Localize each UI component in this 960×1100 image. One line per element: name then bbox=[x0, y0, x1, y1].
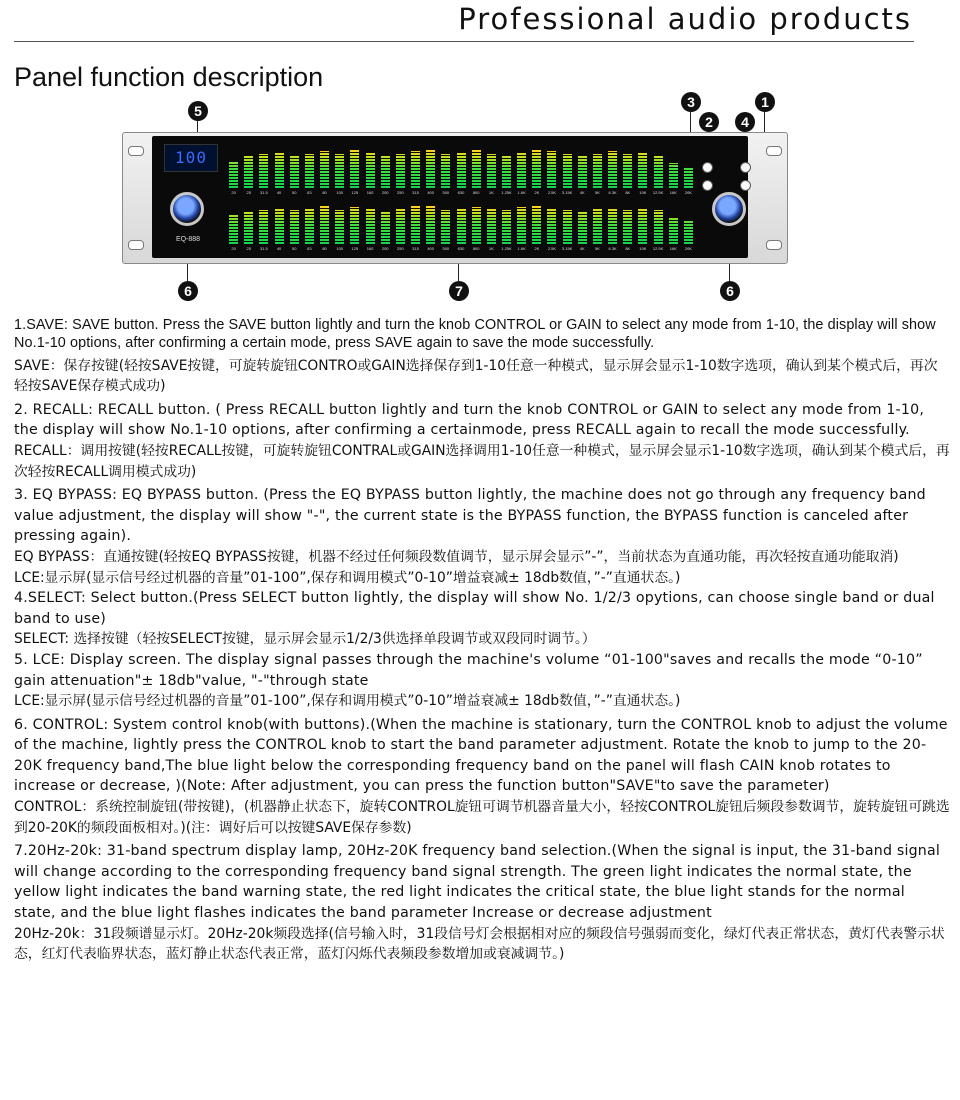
frequency-label: 1.6K bbox=[517, 190, 526, 195]
spectrum-bar bbox=[259, 210, 268, 244]
spectrum-bar bbox=[290, 210, 299, 244]
spectrum-bar bbox=[502, 155, 511, 188]
spectrum-bank-bottom bbox=[226, 202, 696, 244]
spectrum-bar bbox=[532, 206, 541, 244]
spectrum-bar bbox=[532, 150, 541, 188]
spectrum-bar bbox=[244, 211, 253, 244]
spectrum-bar bbox=[305, 154, 314, 188]
section-title: Panel function description bbox=[14, 62, 324, 92]
spectrum-bar bbox=[244, 156, 253, 188]
spectrum-bar bbox=[275, 208, 284, 244]
frequency-label: 250 bbox=[397, 190, 404, 195]
spectrum-bar bbox=[502, 210, 511, 244]
spectrum-bar bbox=[381, 156, 390, 188]
save-description-cn: SAVE：保存按键(轻按SAVE按键，可旋转旋钮CONTRO或GAIN选择保存到1-10任意一种模式，显示屏会显示1-10数字选项，确认到某个模式后，再次轻按SAVE保存模式成功) bbox=[14, 357, 938, 395]
header-divider bbox=[14, 41, 914, 42]
frequency-label: 315 bbox=[412, 246, 419, 251]
frequency-label: 1K bbox=[488, 246, 494, 251]
frequency-label: 400 bbox=[427, 246, 435, 251]
frequency-label: 25 bbox=[246, 190, 251, 195]
frequency-label: 160 bbox=[366, 190, 374, 195]
frequency-label: 800 bbox=[472, 246, 480, 251]
bypass-description-cn: EQ BYPASS：直通按键(轻按EQ BYPASS按键，机器不经过任何频段数值调节，显示屏会显示”-”，当前状态为直通功能，再次轻按直通功能取消) bbox=[14, 548, 899, 565]
callout-2: 2 bbox=[699, 112, 719, 132]
spectrum-bar bbox=[441, 154, 450, 188]
spectrum-bar bbox=[320, 151, 329, 188]
spectrum-bar bbox=[654, 155, 663, 188]
frequency-label: 20 bbox=[231, 190, 236, 195]
spectrum-bar bbox=[290, 155, 299, 188]
rack-hole bbox=[766, 240, 782, 250]
function-descriptions bbox=[14, 317, 950, 968]
callout-4: 4 bbox=[735, 112, 755, 132]
eq-bypass-button[interactable] bbox=[702, 162, 713, 173]
frequency-label: 6.3K bbox=[608, 246, 617, 251]
recall-description-cn: RECALL：调用按键(轻按RECALL按键，可旋转旋钮CONTRAL或GAIN选择调用1-10任意一种模式，显示屏会显示1-10数字选项，确认到某个模式后，再次轻按RECALL调用模式成功) bbox=[14, 442, 950, 480]
control-knob-left[interactable] bbox=[170, 192, 204, 226]
frequency-label: 31.5 bbox=[259, 246, 268, 251]
spectrum-bar bbox=[381, 211, 390, 244]
spectrum-bar bbox=[547, 208, 556, 244]
spectrum-bar bbox=[547, 151, 556, 188]
spectrum-bar bbox=[366, 152, 375, 188]
frequency-label: 40 bbox=[276, 246, 282, 251]
frequency-labels-top bbox=[226, 190, 696, 198]
spectrum-bar bbox=[335, 154, 344, 188]
spectrum-bar bbox=[366, 208, 375, 244]
spectrum-bar bbox=[623, 154, 632, 188]
frequency-label: 10K bbox=[639, 190, 647, 195]
spectrum-bar bbox=[608, 151, 617, 188]
spectrum-bar bbox=[350, 150, 359, 188]
frequency-label: 4K bbox=[579, 190, 585, 195]
frequency-label: 50 bbox=[291, 190, 297, 195]
spectrum-bar bbox=[350, 207, 359, 244]
lce-description-en: 5. LCE: Display screen. The display signal passes through the machine's volume “01-100"saves and recalls the mode “0-10” gain attenuation"± 18db"value, "-"through state bbox=[14, 651, 923, 689]
frequency-label: 40 bbox=[276, 190, 282, 195]
frequency-labels-bottom bbox=[226, 246, 696, 254]
callout-1: 1 bbox=[755, 92, 775, 112]
spectrum-bar bbox=[411, 151, 420, 188]
lce-description-cn-1: LCE:显示屏(显示信号经过机器的音量”01-100”,保存和调用模式”0-10”增益衰减± 18db数值，”-”直通状态。) bbox=[14, 569, 681, 586]
frequency-label: 100 bbox=[336, 190, 344, 195]
spectrum-bar bbox=[578, 211, 587, 244]
spectrum-bar bbox=[563, 154, 572, 188]
lce-display: 100 bbox=[164, 144, 218, 172]
save-description-en: 1.SAVE: SAVE button. Press the SAVE button lightly and turn the knob CONTROL or GAIN to select any mode from 1-10, the display will show No.1-10 options, after confirming a certain mode, press SAVE again to save the mode successfully. bbox=[14, 317, 936, 351]
frequency-label: 630 bbox=[457, 246, 465, 251]
callout-5: 5 bbox=[188, 101, 208, 121]
frequency-label: 20K bbox=[684, 190, 692, 195]
callout-6-left: 6 bbox=[178, 281, 198, 301]
frequency-label: 500 bbox=[442, 190, 450, 195]
frequency-label: 2.5K bbox=[547, 246, 557, 251]
frequency-label: 125 bbox=[351, 246, 359, 251]
frequency-label: 25 bbox=[246, 246, 251, 251]
spectrum-bar bbox=[275, 152, 284, 188]
lce-description-cn-2: LCE:显示屏(显示信号经过机器的音量”01-100”,保存和调用模式”0-10”增益衰减± 18db数值，”-”直通状态。) bbox=[14, 693, 681, 710]
spectrum-bar bbox=[684, 221, 693, 244]
spectrum-bar bbox=[441, 210, 450, 244]
frequency-label: 16K bbox=[669, 190, 677, 195]
frequency-label: 315 bbox=[412, 190, 419, 195]
frequency-label: 160 bbox=[366, 246, 374, 251]
frequency-label: 250 bbox=[397, 246, 404, 251]
spectrum-description-cn: 20Hz-20k：31段频谱显示灯。20Hz-20k频段选择(信号输入时，31段信号灯会根据相对应的频段信号强弱而变化，绿灯代表正常状态，黄灯代表警示状态，红灯代表临界状态，蓝灯静止状态代表正常，蓝灯闪烁代表频段参数增加或衰减调节。) bbox=[14, 925, 945, 963]
spectrum-bar bbox=[259, 154, 268, 188]
spectrum-bar bbox=[396, 209, 405, 244]
frequency-label: 12.5K bbox=[652, 190, 664, 195]
frequency-label: 1.6K bbox=[517, 246, 526, 251]
frequency-label: 200 bbox=[381, 190, 389, 195]
spectrum-bar bbox=[426, 206, 435, 244]
spectrum-bar bbox=[669, 217, 678, 244]
frequency-label: 10K bbox=[639, 246, 647, 251]
spectrum-bar bbox=[517, 207, 526, 244]
control-description-en: 6. CONTROL: System control knob(with buttons).(When the machine is stationary, turn the CONTROL knob to adjust the volume of the machine, lightly press the CONTROL knob to start the band parameter adjustment. Rotate the knob to jump to the 20-20K frequency band,The blue light below the corresponding frequency band on the panel will flash CAIN knob rotates to increase or decrease, )(Note: After adjustment, you can press the function button"SAVE"to save the parameter) bbox=[14, 716, 948, 795]
callout-7: 7 bbox=[449, 281, 469, 301]
spectrum-bar bbox=[472, 150, 481, 188]
frequency-label: 50 bbox=[291, 246, 297, 251]
spectrum-bar bbox=[229, 161, 238, 188]
spectrum-bar bbox=[320, 206, 329, 244]
callout-7-leader bbox=[458, 262, 459, 281]
spectrum-bar bbox=[684, 167, 693, 188]
frequency-label: 5K bbox=[594, 190, 600, 195]
frequency-label: 6.3K bbox=[608, 190, 617, 195]
frequency-label: 200 bbox=[381, 246, 389, 251]
callout-3: 3 bbox=[681, 92, 701, 112]
frequency-label: 8K bbox=[625, 246, 631, 251]
frequency-label: 1K bbox=[488, 190, 494, 195]
spectrum-bar bbox=[487, 209, 496, 244]
spectrum-display bbox=[226, 146, 696, 256]
spectrum-bar bbox=[623, 210, 632, 244]
spectrum-bar bbox=[563, 210, 572, 244]
spectrum-bar bbox=[608, 208, 617, 244]
select-description-en: 4.SELECT: Select button.(Press SELECT button lightly, the display will show No. 1/2/3 opytions, can choose single band or dual band to use) bbox=[14, 590, 935, 627]
frequency-label: 1.25K bbox=[501, 246, 512, 251]
frequency-label: 500 bbox=[442, 246, 450, 251]
frequency-label: 31.5 bbox=[259, 190, 268, 195]
spectrum-bar bbox=[654, 210, 663, 244]
frequency-label: 20 bbox=[231, 246, 236, 251]
frequency-label: 12.5K bbox=[652, 246, 664, 251]
recall-button[interactable] bbox=[702, 180, 713, 191]
spectrum-bar bbox=[638, 152, 647, 188]
select-description-cn: SELECT: 选择按键（轻按SELECT按键，显示屏会显示1/2/3供选择单段调节或双段同时调节。） bbox=[14, 631, 596, 648]
spectrum-bar bbox=[229, 215, 238, 244]
spectrum-bar bbox=[487, 154, 496, 188]
frequency-label: 800 bbox=[472, 190, 480, 195]
rack-hole bbox=[128, 146, 144, 156]
spectrum-bar bbox=[669, 163, 678, 188]
frequency-label: 5K bbox=[594, 246, 600, 251]
spectrum-bar bbox=[578, 156, 587, 188]
frequency-label: 20K bbox=[684, 246, 692, 251]
rack-hole bbox=[128, 240, 144, 250]
model-label: EQ-888 bbox=[175, 236, 201, 243]
control-knob-right[interactable] bbox=[712, 192, 746, 226]
spectrum-bar bbox=[411, 206, 420, 244]
frequency-label: 2K bbox=[534, 190, 540, 195]
spectrum-bar bbox=[305, 209, 314, 244]
control-description-cn: CONTROL：系统控制旋钮(带按键)，(机器静止状态下，旋转CONTROL旋钮可调节机器音量大小，轻按CONTROL旋钮后频段参数调节，旋转旋钮可跳选到20-20K的频段面板相对。)(注：调好后可以按键SAVE保存参数) bbox=[14, 799, 950, 836]
frequency-label: 16K bbox=[669, 246, 677, 251]
select-button[interactable] bbox=[740, 162, 751, 173]
spectrum-bank-top bbox=[226, 146, 696, 188]
frequency-label: 8K bbox=[625, 190, 631, 195]
frequency-label: 125 bbox=[351, 190, 359, 195]
spectrum-bar bbox=[457, 208, 466, 244]
frequency-label: 80 bbox=[322, 190, 327, 195]
spectrum-bar bbox=[457, 152, 466, 188]
frequency-label: 80 bbox=[322, 246, 327, 251]
spectrum-bar bbox=[517, 152, 526, 188]
frequency-label: 1.25K bbox=[501, 190, 512, 195]
bypass-description-en: 3. EQ BYPASS: EQ BYPASS button. (Press the EQ BYPASS button lightly, the machine does not go through any frequency band value adjustment, the display will show "-", the current state is the BYPASS function, the BYPASS function is canceled after pressing again). bbox=[14, 487, 926, 545]
recall-description-en: 2. RECALL: RECALL button. ( Press RECALL button lightly and turn the knob CONTROL or GAIN to select any mode from 1-10, the display will show No.1-10 options, after confirming a certainmode, press RECALL again to recall the mode successfully. bbox=[14, 401, 925, 439]
frequency-label: 3.15K bbox=[561, 246, 573, 251]
save-button[interactable] bbox=[740, 180, 751, 191]
rack-hole bbox=[766, 146, 782, 156]
equalizer-panel bbox=[122, 132, 788, 264]
spectrum-bar bbox=[593, 154, 602, 188]
callout-6-right: 6 bbox=[720, 281, 740, 301]
spectrum-bar bbox=[426, 149, 435, 188]
frequency-label: 100 bbox=[336, 246, 344, 251]
spectrum-bar bbox=[335, 210, 344, 244]
frequency-label: 400 bbox=[427, 190, 435, 195]
frequency-label: 4K bbox=[579, 246, 585, 251]
header-title: Professional audio products bbox=[458, 2, 912, 36]
spectrum-bar bbox=[396, 154, 405, 188]
spectrum-bar bbox=[593, 209, 602, 244]
frequency-label: 630 bbox=[457, 190, 465, 195]
spectrum-bar bbox=[472, 207, 481, 244]
frequency-label: 2.5K bbox=[547, 190, 557, 195]
frequency-label: 63 bbox=[307, 246, 312, 251]
frequency-label: 2K bbox=[534, 246, 540, 251]
frequency-label: 3.15K bbox=[561, 190, 573, 195]
spectrum-description-en: 7.20Hz-20k: 31-band spectrum display lamp, 20Hz-20K frequency band selection.(When the signal is input, the 31-band signal will change according to the corresponding frequency band signal strength. The green light indicates the normal state, the yellow light indicates the band warning state, the red light indicates the critical state, the blue light stands for the normal state, and the blue light flashes indicates the band parameter Increase or decrease adjustment bbox=[14, 843, 941, 922]
spectrum-bar bbox=[638, 209, 647, 244]
frequency-label: 63 bbox=[307, 190, 312, 195]
